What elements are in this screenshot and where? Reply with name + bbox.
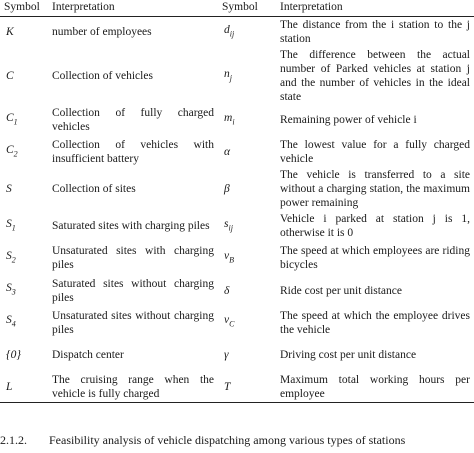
symbol-cell-left-main: C	[6, 70, 14, 83]
symbol-cell-left-main: S	[6, 250, 12, 263]
interpretation-cell-right: The distance from the i station to the j station	[280, 19, 470, 46]
symbol-cell-right-main: v	[224, 314, 230, 327]
interpretation-cell-right: Remaining power of vehicle i	[280, 114, 417, 127]
symbol-cell-right	[218, 242, 276, 274]
interpretation-cell-right: The lowest value for a fully charged vehicle	[280, 139, 470, 166]
header-symbol-1: Symbol	[4, 1, 40, 13]
interpretation-cell-left: Collection of vehicles with insufficient battery	[52, 139, 214, 166]
header-interpretation-2: Interpretation	[280, 1, 343, 13]
table-body	[0, 16, 474, 403]
interpretation-cell-left: Unsaturated sites without charging piles	[52, 309, 214, 336]
symbol-cell-left-subscript: 3	[11, 287, 16, 297]
table-row	[0, 16, 474, 48]
symbol-cell-left	[0, 168, 48, 210]
symbol-cell-left-subscript: 1	[11, 223, 16, 233]
interpretation-cell-right: Maximum total working hours per employee	[280, 373, 470, 400]
symbol-cell-left-subscript: 2	[13, 149, 18, 159]
interpretation-cell-left: Unsaturated sites with charging piles	[52, 245, 214, 272]
table-row	[0, 307, 474, 339]
table-row	[0, 274, 474, 306]
interpretation-cell-left: Saturated sites with charging piles	[52, 220, 210, 233]
table-header	[0, 0, 474, 16]
symbol-cell-right-main: β	[224, 183, 230, 196]
symbol-cell-left	[0, 136, 48, 168]
symbol-cell-right	[218, 16, 276, 48]
section-number: 2.1.2.	[0, 433, 27, 447]
symbol-cell-left	[0, 16, 48, 48]
symbol-cell-left	[0, 242, 48, 274]
symbol-cell-right	[218, 136, 276, 168]
interpretation-cell-right: The speed at which the employee drives the vehicle	[280, 309, 470, 336]
symbol-cell-right-subscript: ij	[228, 223, 233, 233]
interpretation-cell-right: The vehicle is transferred to a site without a charging station, the maximum power remaining	[280, 169, 470, 210]
symbol-cell-right	[218, 274, 276, 306]
symbol-cell-left-subscript: 2	[11, 255, 16, 265]
symbol-cell-right-subscript: j	[229, 73, 232, 83]
header-symbol-2: Symbol	[222, 1, 258, 13]
interpretation-cell-left: The cruising range when the vehicle is fully charged	[52, 373, 214, 400]
symbol-cell-left-main: S	[6, 218, 12, 231]
symbol-cell-left-main: S	[6, 282, 12, 295]
table-row	[0, 168, 474, 210]
symbol-cell-left-main: L	[6, 380, 13, 393]
interpretation-cell-right: Driving cost per unit distance	[280, 348, 417, 361]
symbol-cell-right	[218, 48, 276, 104]
symbol-cell-left-main: S	[6, 183, 12, 196]
interpretation-cell-right: Ride cost per unit distance	[280, 284, 402, 297]
symbol-cell-left-main: C	[6, 111, 14, 124]
symbol-cell-left-main: K	[6, 26, 14, 39]
symbol-cell-right	[218, 307, 276, 339]
symbol-cell-left	[0, 104, 48, 136]
interpretation-cell-left: Saturated sites without charging piles	[52, 277, 214, 304]
symbol-cell-right-main: s	[224, 218, 229, 231]
symbol-cell-right-main: δ	[224, 284, 230, 297]
symbol-cell-right-main: α	[224, 146, 231, 159]
symbol-cell-left	[0, 371, 48, 403]
symbol-cell-left	[0, 48, 48, 104]
symbol-cell-right-subscript: C	[229, 319, 235, 329]
interpretation-cell-left: number of employees	[52, 26, 152, 39]
section-title: Feasibility analysis of vehicle dispatching among various types of stations	[49, 433, 406, 447]
interpretation-cell-right: Vehicle i parked at station j is 1, otherwise it is 0	[280, 213, 470, 240]
symbol-cell-right-main: v	[224, 250, 230, 263]
symbol-cell-right-subscript: i	[232, 117, 235, 127]
interpretation-cell-right: The speed at which employees are riding bicycles	[280, 245, 470, 272]
symbol-cell-left	[0, 339, 48, 371]
symbol-cell-left-main: {0}	[6, 348, 21, 361]
table-row	[0, 136, 474, 168]
symbol-cell-left	[0, 210, 48, 242]
symbol-cell-left-main: C	[6, 144, 14, 157]
header-row	[0, 0, 474, 16]
table-row	[0, 104, 474, 136]
symbol-cell-right-subscript: ij	[229, 29, 235, 39]
table-row	[0, 371, 474, 403]
symbol-cell-right-main: γ	[224, 348, 229, 361]
interpretation-cell-right: The difference between the actual number of Parked vehicles at station j and the number of vehicles in the ideal state	[280, 49, 470, 104]
symbol-cell-left-subscript: 4	[11, 319, 16, 329]
symbol-cell-right-subscript: B	[229, 255, 234, 265]
interpretation-cell-left: Collection of sites	[52, 183, 136, 196]
interpretation-cell-left: Dispatch center	[52, 348, 124, 361]
symbol-cell-right	[218, 104, 276, 136]
table-row	[0, 210, 474, 242]
section-heading	[0, 433, 405, 447]
symbol-cell-left-subscript: 1	[13, 117, 18, 127]
symbol-cell-right	[218, 339, 276, 371]
table-row	[0, 242, 474, 274]
table-row	[0, 48, 474, 104]
symbol-cell-right-main: d	[224, 24, 230, 37]
symbol-cell-right	[218, 210, 276, 242]
symbol-cell-right-main: m	[224, 111, 233, 124]
symbol-cell-right-main: n	[224, 67, 230, 80]
interpretation-cell-left: Collection of vehicles	[52, 70, 153, 83]
symbol-cell-right-main: T	[224, 380, 231, 393]
symbol-cell-left	[0, 274, 48, 306]
symbol-cell-left	[0, 307, 48, 339]
header-interpretation-1: Interpretation	[52, 1, 115, 13]
symbol-cell-left-main: S	[6, 314, 12, 327]
interpretation-cell-left: Collection of fully charged vehicles	[52, 107, 214, 134]
symbol-cell-right	[218, 371, 276, 403]
table-row	[0, 339, 474, 371]
symbol-cell-right	[218, 168, 276, 210]
